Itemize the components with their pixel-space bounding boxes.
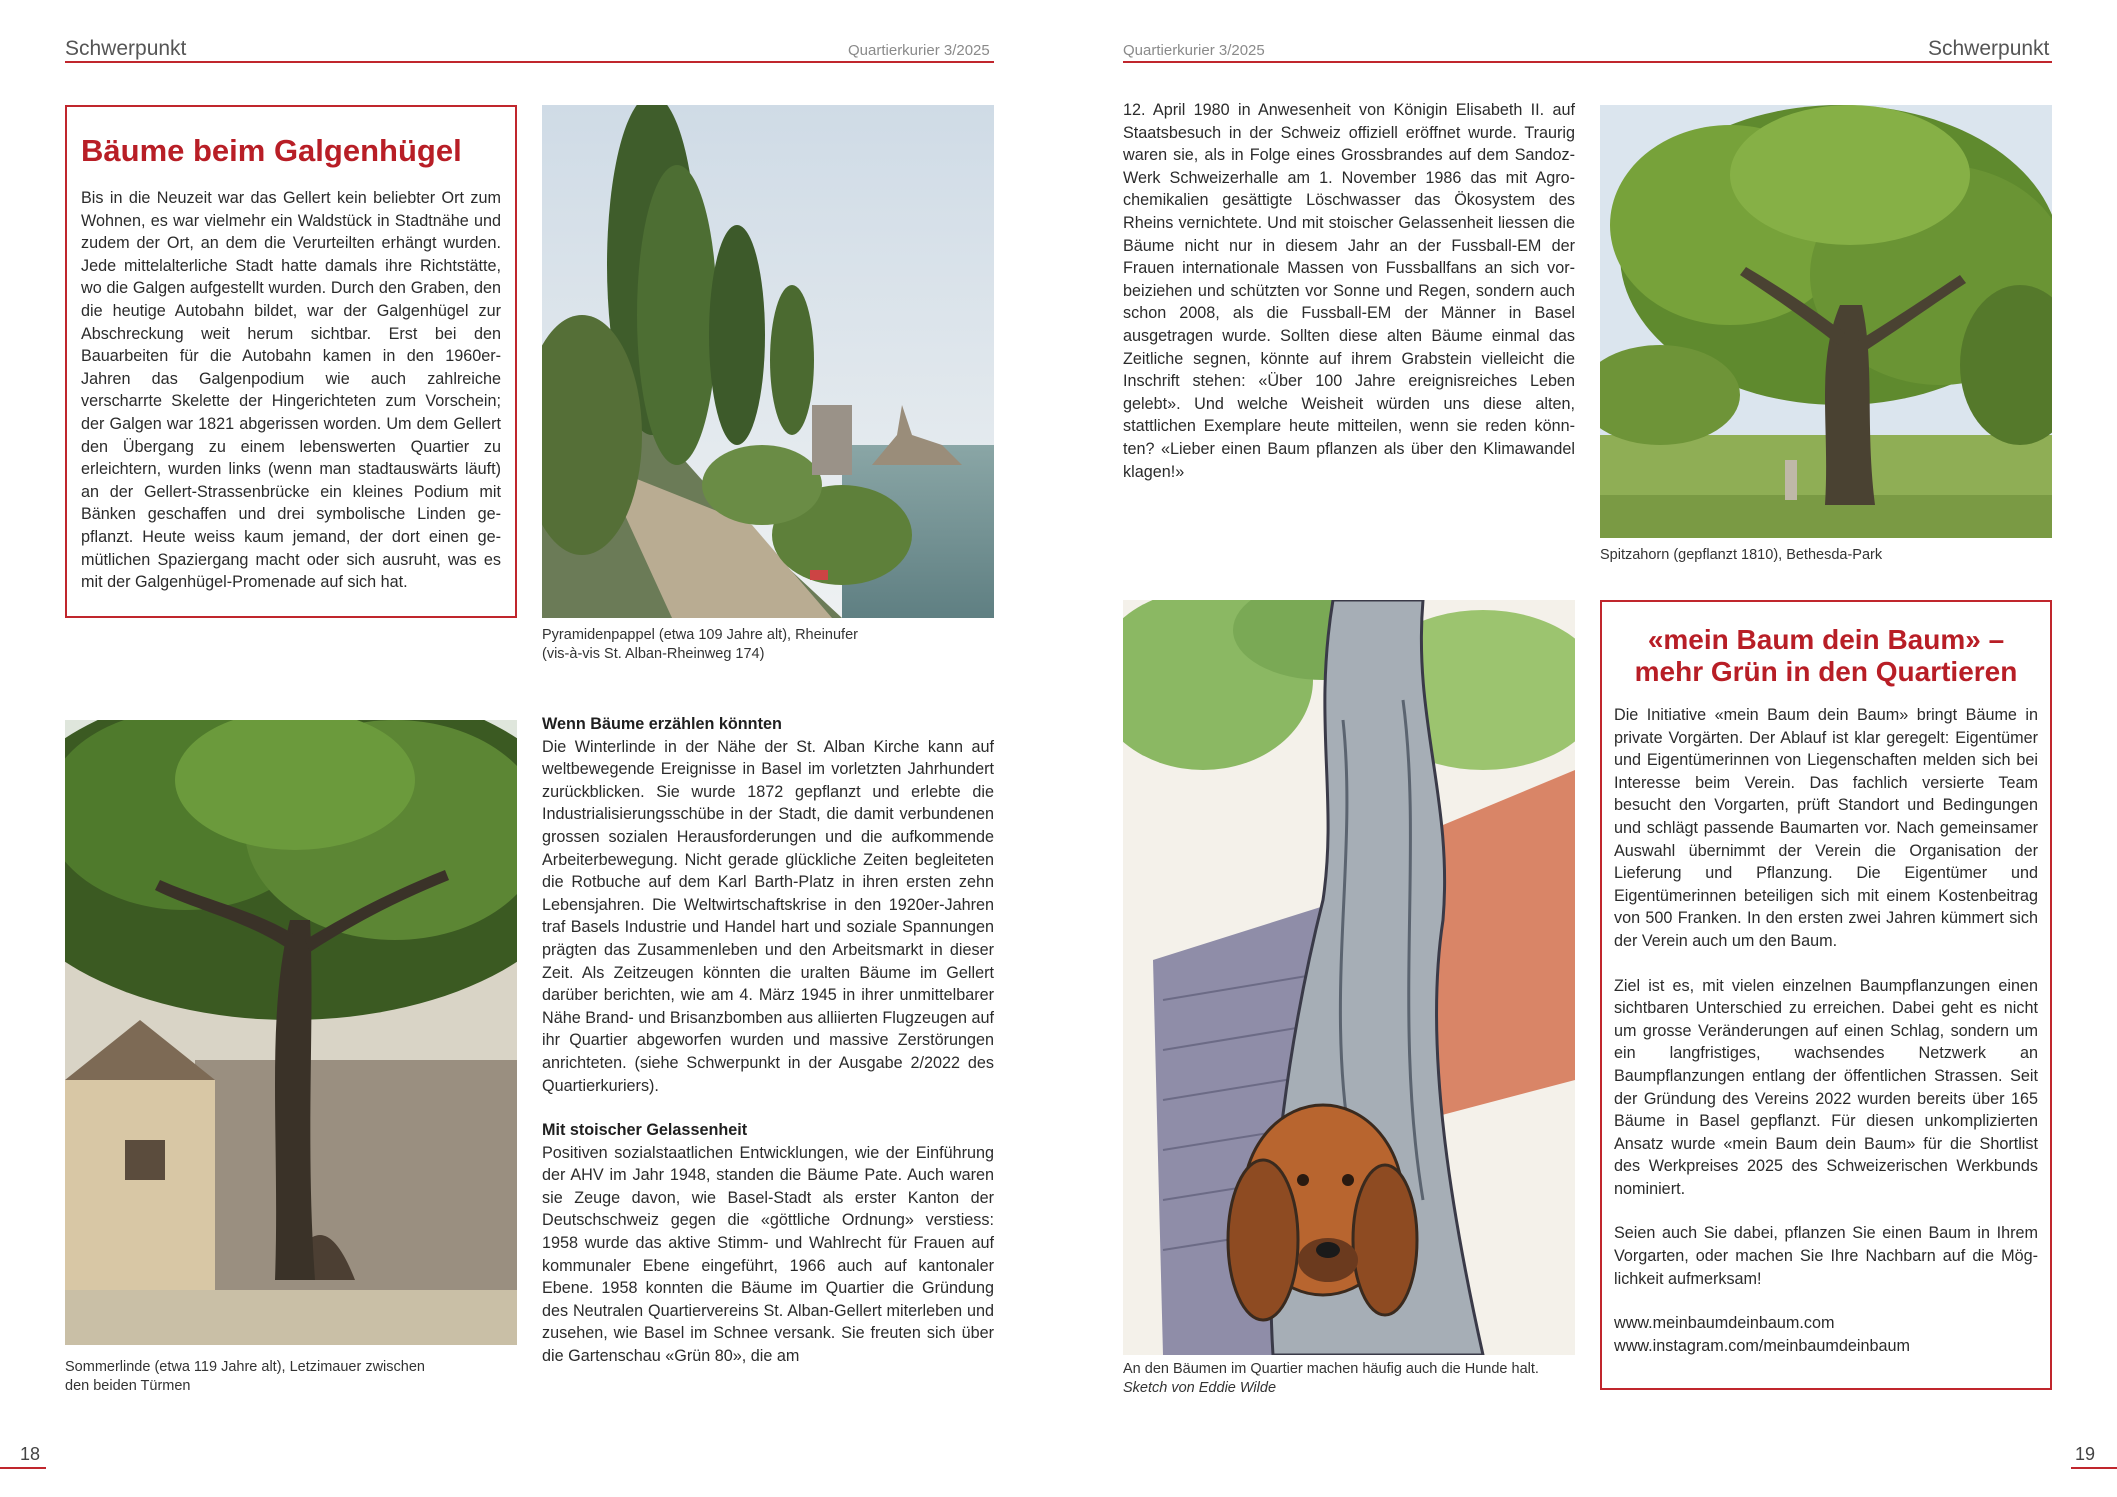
sketch-credit: Sketch von Eddie Wilde xyxy=(1123,1380,1277,1396)
sketch-caption xyxy=(1123,1360,1575,1398)
meinbaum-instagram-link[interactable]: www.instagram.com/meinbaumdeinbaum xyxy=(1614,1336,1910,1355)
left-header-rule xyxy=(65,61,994,63)
meinbaum-para2: Ziel ist es, mit vielen einzelnen Baumpflanzungen einen sichtbaren Unterschied zu erreichen. Dabei geht es nicht um grosse Veränderungen auf einen Schlag, sondern um ein langfristiges, wachsendes Netzwerk an Baumpflanzungen entlang der öffentlichen Strassen. Seit der Gründung des Vereins 2022 wurden bereits über 165 Bäume in Basel gepflanzt. Für diesen unkomplizierten Ansatz wurde «mein Baum dein Baum» für die Shortlist des Werkpreises 2025 des Schweizerischen Werkbunds nominiert. xyxy=(1614,976,2038,1198)
meinbaum-website-link[interactable]: www.meinbaumdeinbaum.com xyxy=(1614,1314,1835,1333)
section1-heading: Wenn Bäume erzählen könnten xyxy=(542,715,782,733)
right-page-number: 19 xyxy=(2075,1444,2096,1464)
galgenhuegel-box xyxy=(65,105,517,618)
linden-photo xyxy=(65,720,517,1345)
meinbaum-box xyxy=(1600,600,2052,1390)
section2-heading: Mit stoischer Gelassenheit xyxy=(542,1121,748,1140)
sketch-caption-text: An den Bäumen im Quartier machen häufig auch die Hunde halt. xyxy=(1123,1361,1539,1377)
continued-text: 12. April 1980 in Anwesenheit von Königin Elisabeth II. auf Staatsbesuch in der Schweiz offiziell eröffnet wurde. Traurig waren sie, als in Folge eines Grossbrandes auf dem Sandoz-Werk Schweizerhalle am 1. November 1986 das mit Agrochemikalien gesättigte Löschwasser das Ökosystem des Rheins vernichtete. Und mit stoischer Gelassenheit liessen die Bäume nicht nur in diesem Jahr an der Fussball-EM der Frauen internationale Massen von Fussballfans an sich vorbeiziehen und schützten vor Sonne und Regen, sondern auch schon 2008, als die Fussball-EM der Männer in Basel ausgetragen wurde. Sollten diese alten Bäume einmal das Zeitliche segnen, könnte auf ihrem Grabstein vielleicht die Inschrift stehen: «Über 100 Jahre ereignisreiches Leben gelebt». Und welche Weisheit würden uns diese alten, stattlichen Exemplare heute mitteilen, wenn sie reden könnten? «Lieber einen Baum pflanzen als über den Klimawandel klagen!» xyxy=(1123,101,1575,481)
poplar-caption: Pyramidenpappel (etwa 109 Jahre alt), Rheinufer (vis-à-vis St. Alban-Rheinweg 174) xyxy=(542,627,858,662)
meinbaum-para1: Die Initiative «mein Baum dein Baum» bringt Bäume in private Vorgärten. Der Ablauf ist klar geregelt: Eigentümer und Eigentümerinnen von Liegenschaften melden sich bei Interesse beim Verein. Das fachlich versierte Team besucht den Vorgarten, prüft Standort und Bedingungen und schlägt passende Baumarten vor. Nach gemeinsamer Auswahl übernimmt der Verein die Organisation der Lieferung und Pflanzung. Die Eigentümer und Eigentümerinnen beteiligen sich mit einem Kostenbeitrag von 500 Franken. In den ersten zwei Jahren kümmert sich der Verein auch um den Baum. xyxy=(1614,706,2038,950)
section2-text: Positiven sozialstaatlichen Entwicklungen, wie der Einführung der AHV im Jahr 1948, standen die Bäume Pate. Auch waren sie Zeuge davon, wie Basel-Stadt als erster Kanton der Deutschschweiz gegen die «göttliche Ordnung» verstiess: 1958 wurde das aktive Stimm- und Wahlrecht für Frauen auf kommunaler Ebene eingeführt, 1966 auch auf kantonaler Ebene. 1958 konnten die Bäume im Quartier die Gründung des Neutralen Quartiervereins St. Alban-Gellert miterleben und zusehen, wie Basel im Schnee versank. Sie freuten sich über die Gartenschau «Grün 80», die am xyxy=(542,1143,994,1366)
meinbaum-title: «mein Baum dein Baum» – mehr Grün in den Quartieren xyxy=(1634,624,2018,687)
poplar-photo xyxy=(542,105,994,618)
right-issue-label: Quartierkurier 3/2025 xyxy=(1123,42,1265,59)
meinbaum-text xyxy=(1614,704,2038,1357)
galgenhuegel-title: Bäume beim Galgenhügel xyxy=(81,133,462,168)
left-page-number-rule xyxy=(0,1467,46,1469)
left-issue-label: Quartierkurier 3/2025 xyxy=(848,42,990,59)
maple-photo xyxy=(1600,105,2052,538)
history-column xyxy=(542,713,994,1368)
left-page-number: 18 xyxy=(20,1444,41,1464)
linden-caption: Sommerlinde (etwa 119 Jahre alt), Letzimauer zwischen den beiden Türmen xyxy=(65,1359,425,1394)
section1-text: Die Winterlinde in der Nähe der St. Alban Kirche kann auf weltbewegende Ereignisse in Basel im vorletzten Jahrhundert zurückblicken. Sie wurde 1872 gepflanzt und erlebte die Industrialisierungsschübe in der Stadt, die damit verbundenen grossen sozialen Herausforderungen und die aufkommende Arbeiterbewegung. Nicht gerade glückliche Zeiten begleiteten die Rotbuche auf dem Karl Barth-Platz in ihren ersten zehn Lebensjahren. Die Weltwirtschaftskrise in den 1920er-Jahren traf Basels Industrie und Handel hart und soziale Spannungen prägten das Zusammenleben und den Arbeitsmarkt in dieser Zeit. Als Zeitzeugen könnten die uralten Bäume im Gellert darüber berichten, wie am 4. März 1945 in ihrer unmittelbarer Nähe Brand- und Brisanzbomben aus alliierten Flugzeugen auf ihr Quartier abgeworfen wurden und massive Zerstörungen anrichteten. (siehe Schwerpunkt in der Ausgabe 2/2022 des Quartierkuriers). xyxy=(542,737,994,1095)
right-header-rule xyxy=(1123,61,2052,63)
left-section-label: Schwerpunkt xyxy=(65,37,187,60)
right-page-number-rule xyxy=(2071,1467,2117,1469)
galgenhuegel-text: Bis in die Neuzeit war das Gellert kein beliebter Ort zum Wohnen, es war vielmehr ein Waldstück in Stadtnähe und zudem der Ort, an dem die Verurteilten erhängt wurden. Jede mittelalterliche Stadt hatte damals ihre Richtstätte, wo die Galgen aufgestellt wurden. Durch den Graben, den die heutige Autobahn bildet, war der Galgenhügel zur Abschreckung weit herum sichtbar. Erst bei den Bauarbeiten für die Autobahn kamen in den 1960er-Jahren das Galgenpodium wie auch zahlreiche verscharrte Skelette der Hingerichteten zum Vorschein; der Galgen war 1821 abgerissen worden. Um dem Gellert den Übergang zu einem lebenswerten Quartier zu erleichtern, wurden links (wenn man stadtauswärts läuft) an der Gellert-Strassenbrücke ein kleines Podium mit Bänken geschaffen und drei symbolische Linden gepflanzt. Heute weiss kaum jemand, der dort einen gemütlichen Spaziergang macht oder sich ausruht, was es mit der Galgenhügel-Promenade auf sich hat. xyxy=(81,189,501,592)
dog-sketch xyxy=(1123,600,1575,1355)
right-section-label: Schwerpunkt xyxy=(1928,37,2050,60)
meinbaum-para3: Seien auch Sie dabei, pflanzen Sie einen Baum in Ihrem Vorgarten, oder machen Sie Ihre Nachbarn auf die Möglichkeit aufmerksam! xyxy=(1614,1224,2038,1288)
maple-caption: Spitzahorn (gepflanzt 1810), Bethesda-Park xyxy=(1600,547,1883,563)
